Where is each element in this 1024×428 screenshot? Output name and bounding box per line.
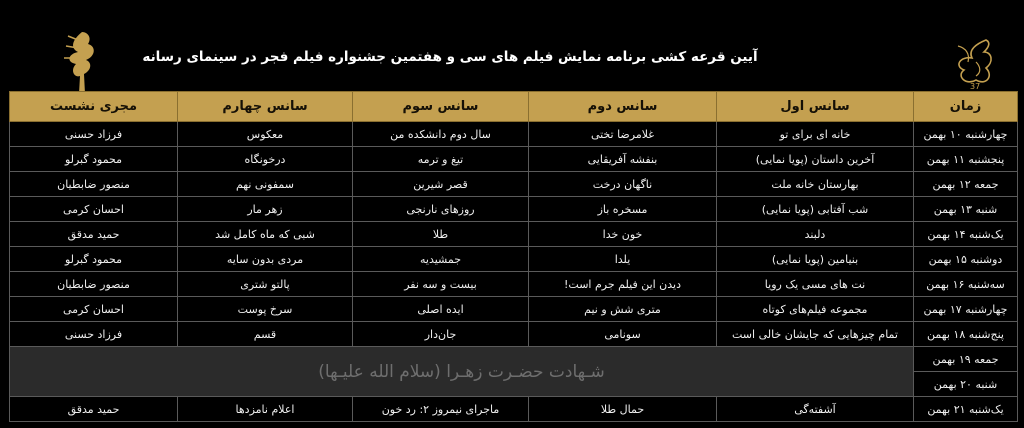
fajr-simorgh-logo: [62, 30, 102, 96]
date-cell: پنج‌شنبه ۱۸ بهمن: [914, 322, 1018, 347]
session-2-cell: مسخره باز: [529, 197, 717, 222]
date-cell: یک‌شنبه ۲۱ بهمن: [914, 397, 1018, 422]
session-1-cell: شب آفتابی (پویا نمایی): [717, 197, 914, 222]
session-4-cell: سمفونی نهم: [178, 172, 353, 197]
session-4-cell: پالتو شتری: [178, 272, 353, 297]
session-3-cell: قصر شیرین: [353, 172, 529, 197]
session-1-cell: آخرین داستان (پویا نمایی): [717, 147, 914, 172]
table-row: [10, 272, 1018, 297]
page-title: آیین قرعه کشی برنامه نمایش فیلم های سی و هفتمین جشنواره فیلم فجر در سینمای رسانه: [142, 49, 758, 65]
date-cell: شنبه ۱۳ بهمن: [914, 197, 1018, 222]
session-3-cell: بیست و سه نفر: [353, 272, 529, 297]
date-cell: چهارشنبه ۱۷ بهمن: [914, 297, 1018, 322]
mourning-notice: شـهادت حضـرت زهـرا (سلام الله علیـها): [318, 361, 605, 382]
date-cell: دوشنبه ۱۵ بهمن: [914, 247, 1018, 272]
table-row: [10, 222, 1018, 247]
header-session-3: سانس سوم: [353, 92, 529, 122]
host-cell: منصور ضابطیان: [10, 172, 178, 197]
mourning-merged-cell: [10, 347, 914, 397]
header-session-2: سانس دوم: [529, 92, 717, 122]
table-row-mourning-1: [10, 347, 1018, 372]
table-row: [10, 147, 1018, 172]
host-cell: حمید مدقق: [10, 222, 178, 247]
date-cell: جمعه ۱۹ بهمن: [914, 347, 1018, 372]
host-cell: احسان کرمی: [10, 297, 178, 322]
session-4-cell: شبی که ماه کامل شد: [178, 222, 353, 247]
date-cell: سه‌شنبه ۱۶ بهمن: [914, 272, 1018, 297]
header-host: مجری نشست: [10, 92, 178, 122]
session-2-cell: حمال طلا: [529, 397, 717, 422]
table-row: [10, 172, 1018, 197]
session-2-cell: غلامرضا تختی: [529, 122, 717, 147]
session-1-cell: بنیامین (پویا نمایی): [717, 247, 914, 272]
session-3-cell: روزهای نارنجی: [353, 197, 529, 222]
session-4-cell: زهر مار: [178, 197, 353, 222]
session-3-cell: ماجرای نیمروز ۲: رد خون: [353, 397, 529, 422]
session-4-cell: سرخ پوست: [178, 297, 353, 322]
table-row: [10, 247, 1018, 272]
session-1-cell: تمام چیزهایی که جایشان خالی است: [717, 322, 914, 347]
header-session-1: سانس اول: [717, 92, 914, 122]
session-3-cell: تیغ و ترمه: [353, 147, 529, 172]
session-4-cell: قسم: [178, 322, 353, 347]
session-1-cell: آشفته‌گی: [717, 397, 914, 422]
table-row: [10, 297, 1018, 322]
host-cell: احسان کرمی: [10, 197, 178, 222]
table-row: [10, 397, 1018, 422]
host-cell: فرزاد حسنی: [10, 322, 178, 347]
session-2-cell: یلدا: [529, 247, 717, 272]
session-3-cell: سال دوم دانشکده من: [353, 122, 529, 147]
date-cell: شنبه ۲۰ بهمن: [914, 372, 1018, 397]
table-row: [10, 197, 1018, 222]
host-cell: فرزاد حسنی: [10, 122, 178, 147]
host-cell: محمود گبرلو: [10, 247, 178, 272]
date-cell: چهارشنبه ۱۰ بهمن: [914, 122, 1018, 147]
session-2-cell: متری شش و نیم: [529, 297, 717, 322]
table-row: [10, 122, 1018, 147]
header-time: زمان: [914, 92, 1018, 122]
host-cell: محمود گبرلو: [10, 147, 178, 172]
screening-schedule-table: [9, 91, 1018, 422]
session-1-cell: مجموعه فیلم‌های کوتاه: [717, 297, 914, 322]
session-3-cell: جمشیدیه: [353, 247, 529, 272]
date-cell: پنجشنبه ۱۱ بهمن: [914, 147, 1018, 172]
session-1-cell: بهارستان خانه ملت: [717, 172, 914, 197]
table-row: [10, 322, 1018, 347]
session-4-cell: معکوس: [178, 122, 353, 147]
festival-edition-number: 37: [970, 82, 981, 91]
session-2-cell: ناگهان درخت: [529, 172, 717, 197]
session-3-cell: ایده اصلی: [353, 297, 529, 322]
session-1-cell: خانه ای برای تو: [717, 122, 914, 147]
date-cell: یک‌شنبه ۱۴ بهمن: [914, 222, 1018, 247]
session-1-cell: دلبند: [717, 222, 914, 247]
session-4-cell: مردی بدون سایه: [178, 247, 353, 272]
table-header-row: [10, 92, 1018, 122]
header-session-4: سانس چهارم: [178, 92, 353, 122]
session-4-cell: درخونگاه: [178, 147, 353, 172]
date-cell: جمعه ۱۲ بهمن: [914, 172, 1018, 197]
session-2-cell: خون خدا: [529, 222, 717, 247]
session-2-cell: بنفشه آفریقایی: [529, 147, 717, 172]
nominees-announcement-cell: اعلام نامزدها: [178, 397, 353, 422]
session-1-cell: نت های مسی یک رویا: [717, 272, 914, 297]
host-cell: منصور ضابطیان: [10, 272, 178, 297]
host-cell: حمید مدقق: [10, 397, 178, 422]
session-2-cell: سونامی: [529, 322, 717, 347]
session-3-cell: جان‌دار: [353, 322, 529, 347]
session-3-cell: طلا: [353, 222, 529, 247]
session-2-cell: دیدن این فیلم جرم است!: [529, 272, 717, 297]
